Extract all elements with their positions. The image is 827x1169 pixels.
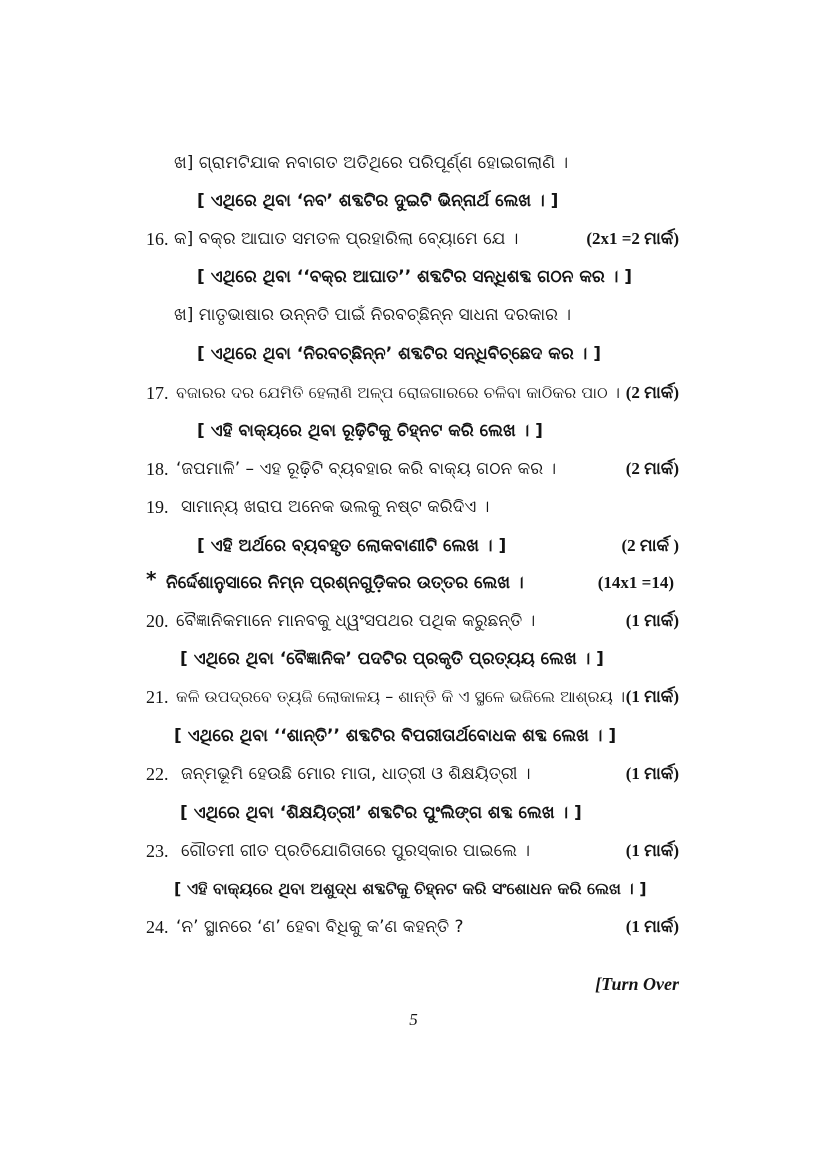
question-21 — [0, 680, 827, 714]
question-number: 16. — [146, 229, 169, 249]
line-text: [ ଏଥିରେ ଥିବା ‘ବୈଜ୍ଞାନିକ’ ପଦଟିର ପ୍ରକୃତି ପ୍ରତ୍ୟୟ ଲେଖ । ] — [180, 649, 604, 669]
question-number: 23. — [146, 841, 169, 861]
question-15b-instruction — [0, 184, 827, 218]
line-text: [ ଏଥିରେ ଥିବା ‘‘ବକ୍ର ଆଘାତ’’ ଶବ୍ଦଟିର ସନ୍ଧିଶବ୍ଦ ଗଠନ କର । ] — [197, 267, 633, 287]
question-22 — [0, 757, 827, 791]
question-16b-text — [0, 298, 827, 332]
question-23-instruction — [0, 872, 827, 906]
question-17-instruction — [0, 414, 827, 448]
line-text: [ ଏଥିରେ ଥିବା ‘ଶିକ୍ଷୟିତ୍ରୀ’ ଶବ୍ଦଟିର ପୁଂଲିଙ୍ଗ ଶବ୍ଦ ଲେଖ । ] — [180, 803, 582, 823]
line-text: [ ଏଥିରେ ଥିବା ‘ନିରବଚ୍ଛିନ୍ନ’ ଶବ୍ଦଟିର ସନ୍ଧିବିଚ୍ଛେଦ କର । ] — [197, 344, 601, 364]
line-text: [ ଏଥିରେ ଥିବା ‘‘ଶାନ୍ତି’’ ଶବ୍ଦଟିର ବିପରୀତାର୍ଥବୋଧକ ଶବ୍ଦ ଲେଖ । ] — [174, 726, 617, 746]
question-21-instruction — [0, 719, 827, 753]
line-text: [ ଏହି ବାକ୍ୟରେ ଥିବା ରୂଢ଼ିଟିକୁ ଚିହ୍ନଟ କରି ଲେଖ । ] — [197, 421, 543, 441]
question-number: 22. — [146, 764, 169, 784]
turn-over-label: [Turn Over — [595, 974, 679, 994]
bullet-mark: * — [146, 567, 157, 591]
line-text: ବୈଜ୍ଞାନିକମାନେ ମାନବକୁ ଧ୍ୱଂସପଥର ପଥିକ କରୁଛନ୍ତି । — [176, 611, 536, 631]
marks-label: (1 ମାର୍କ) — [625, 687, 679, 706]
question-number: 18. — [146, 459, 169, 479]
question-23 — [0, 834, 827, 868]
line-text: [ ଏଥିରେ ଥିବା ‘ନବ’ ଶବ୍ଦଟିର ଦୁଇଟି ଭିନ୍ନାର୍ଥ ଲେଖ । ] — [197, 191, 559, 211]
line-text: ବଜାରର ଦର ଯେମିତି ହେଲାଣି ଅଳ୍ପ ରୋଜଗାରରେ ଚଳିବା କାଠିକର ପାଠ । — [176, 383, 620, 402]
question-20 — [0, 604, 827, 638]
question-17 — [0, 376, 827, 410]
marks-label: (2 ମାର୍କ) — [625, 383, 679, 402]
question-19-instruction — [0, 529, 827, 563]
marks-label: (1 ମାର୍କ) — [625, 764, 679, 783]
marks-label: (2x1 =2 ମାର୍କ) — [586, 229, 679, 248]
question-number: 21. — [146, 687, 169, 707]
question-22-instruction — [0, 796, 827, 830]
line-text: [ ଏହି ବାକ୍ୟରେ ଥିବା ଅଶୁଦ୍ଧ ଶବ୍ଦଟିକୁ ଚିହ୍ନଟ କରି ସଂଶୋଧନ କରି ଲେଖ । ] — [174, 879, 647, 898]
line-text: ଖ] ମାତୃଭାଷାର ଉନ୍ନତି ପାଇଁ ନିରବଚ୍ଛିନ୍ନ ସାଧନା ଦରକାର । — [174, 305, 572, 325]
question-number: 24. — [146, 917, 169, 937]
section-heading — [0, 566, 827, 600]
question-number: 17. — [146, 383, 169, 403]
question-number: 19. — [146, 497, 169, 517]
marks-label: (1 ମାର୍କ) — [625, 841, 679, 860]
line-text: ନିର୍ଦ୍ଦେଶାନୁସାରେ ନିମ୍ନ ପ୍ରଶ୍ନଗୁଡ଼ିକର ଉତ୍ତର ଲେଖ । — [166, 573, 524, 593]
line-text: ଖ] ଗ୍ରାମଟିଯାକ ନବାଗତ ଅତିଥିରେ ପରିପୂର୍ଣ୍ଣ ହୋଇଗଲାଣି । — [174, 153, 569, 173]
marks-label: (14x1 =14) — [597, 573, 674, 592]
question-18 — [0, 452, 827, 486]
question-16a-instruction — [0, 260, 827, 294]
line-text: କଳି ଉପଦ୍ରବେ ତ୍ୟଜି ଲୋକାଳୟ – ଶାନ୍ତି କି ଏ ସ୍ଥଳେ ଭଜିଲେ ଆଶ୍ରୟ । — [176, 687, 626, 706]
marks-label: (2 ମାର୍କ ) — [621, 536, 679, 555]
line-text: ଗୌତମୀ ଗୀତ ପ୍ରତିଯୋଗିତାରେ ପୁରସ୍କାର ପାଇଲେ । — [181, 841, 530, 861]
line-text: ସାମାନ୍ୟ ଖରାପ ଅନେକ ଭଲକୁ ନଷ୍ଟ କରିଦିଏ । — [181, 497, 490, 517]
marks-label: (2 ମାର୍କ) — [625, 459, 679, 478]
question-number: 20. — [146, 611, 169, 631]
marks-label: (1 ମାର୍କ) — [625, 611, 679, 630]
page-number: 5 — [409, 1010, 418, 1029]
question-16a — [0, 222, 827, 256]
marks-label: (1 ମାର୍କ) — [625, 917, 679, 936]
line-text: ଜନ୍ମଭୂମି ହେଉଛି ମୋର ମାତା, ଧାତ୍ରୀ ଓ ଶିକ୍ଷୟିତ୍ରୀ । — [181, 764, 531, 784]
line-text: ‘ନ’ ସ୍ଥାନରେ ‘ଣ’ ହେବା ବିଧିକୁ କ’ଣ କହନ୍ତି ? — [176, 917, 464, 937]
line-text: କ] ବକ୍ର ଆଘାତ ସମତଳ ପ୍ରହାରିଲା ବ୍ୟୋମେ ଯେ । — [174, 229, 519, 249]
line-text: ‘ଜପମାଳି’ – ଏହ ରୂଢ଼ିଟି ବ୍ୟବହାର କରି ବାକ୍ୟ ଗଠନ କର । — [176, 459, 557, 479]
question-24 — [0, 910, 827, 944]
question-16b-instruction — [0, 337, 827, 371]
question-19 — [0, 490, 827, 524]
line-text: [ ଏହି ଅର୍ଥରେ ବ୍ୟବହୃତ ଲୋକବାଣୀଟି ଲେଖ । ] — [197, 536, 507, 556]
question-20-instruction — [0, 642, 827, 676]
question-15b-text — [0, 146, 827, 180]
